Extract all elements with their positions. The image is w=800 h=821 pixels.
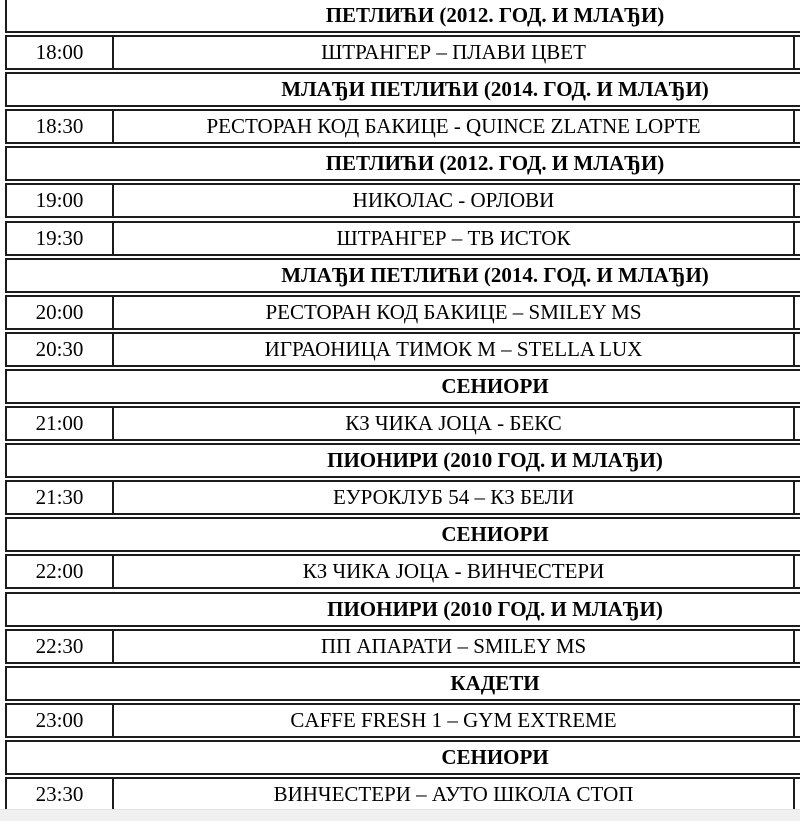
match-row xyxy=(5,332,800,367)
time-cell: 18:30 xyxy=(7,111,114,142)
time-cell: 18:00 xyxy=(7,37,114,68)
extra-cell xyxy=(795,185,800,216)
category-header-row xyxy=(5,0,800,33)
category-header-row xyxy=(5,369,800,404)
extra-cell xyxy=(795,705,800,736)
match-row xyxy=(5,221,800,256)
time-cell: 19:00 xyxy=(7,185,114,216)
match-cell: КЗ ЧИКА ЈОЦА - ВИНЧЕСТЕРИ xyxy=(114,556,795,587)
time-cell: 23:00 xyxy=(7,705,114,736)
match-cell: НИКОЛАС - ОРЛОВИ xyxy=(114,185,795,216)
category-header-row xyxy=(5,443,800,478)
match-cell: ВИНЧЕСТЕРИ – АУТО ШКОЛА СТОП xyxy=(114,779,795,810)
time-cell: 20:30 xyxy=(7,334,114,365)
match-row xyxy=(5,109,800,144)
category-label: МЛАЂИ ПЕТЛИЋИ (2014. ГОД. И МЛАЂИ) xyxy=(281,77,709,102)
match-cell: ПП АПАРАТИ – SMILEY MS xyxy=(114,631,795,662)
time-cell: 20:00 xyxy=(7,297,114,328)
extra-cell xyxy=(795,779,800,810)
category-header-row xyxy=(5,517,800,552)
match-cell: РЕСТОРАН КОД БАКИЦЕ - QUINCE ZLATNE LOPTE xyxy=(114,111,795,142)
category-header-row xyxy=(5,740,800,775)
category-header-row xyxy=(5,258,800,293)
extra-cell xyxy=(795,408,800,439)
match-cell: CAFFE FRESH 1 – GYM EXTREME xyxy=(114,705,795,736)
category-header-row xyxy=(5,666,800,701)
category-label: ПИОНИРИ (2010 ГОД. И МЛАЂИ) xyxy=(327,448,663,473)
category-label: СЕНИОРИ xyxy=(441,522,549,547)
match-row xyxy=(5,554,800,589)
time-cell: 22:00 xyxy=(7,556,114,587)
category-label: ПЕТЛИЋИ (2012. ГОД. И МЛАЂИ) xyxy=(325,151,665,176)
horizontal-scrollbar-track[interactable] xyxy=(0,809,800,821)
match-cell: РЕСТОРАН КОД БАКИЦЕ – SMILEY MS xyxy=(114,297,795,328)
extra-cell xyxy=(795,482,800,513)
extra-cell xyxy=(795,37,800,68)
match-cell: ЕУРОКЛУБ 54 – КЗ БЕЛИ xyxy=(114,482,795,513)
category-label: СЕНИОРИ xyxy=(441,373,549,398)
match-row xyxy=(5,777,800,812)
category-header-row xyxy=(5,146,800,181)
match-row xyxy=(5,703,800,738)
match-row xyxy=(5,183,800,218)
category-label: ПЕТЛИЋИ (2012. ГОД. И МЛАЂИ) xyxy=(325,3,665,27)
match-cell: ШТРАНГЕР – ТВ ИСТОК xyxy=(114,223,795,254)
category-header-row xyxy=(5,592,800,627)
time-cell: 22:30 xyxy=(7,631,114,662)
time-cell: 23:30 xyxy=(7,779,114,810)
time-cell: 21:00 xyxy=(7,408,114,439)
match-cell: ШТРАНГЕР – ПЛАВИ ЦВЕТ xyxy=(114,37,795,68)
schedule-table xyxy=(5,0,800,814)
match-cell: ИГРАОНИЦА ТИМОК М – STELLA LUX xyxy=(114,334,795,365)
time-cell: 21:30 xyxy=(7,482,114,513)
extra-cell xyxy=(795,631,800,662)
category-label: КАДЕТИ xyxy=(450,670,540,695)
time-cell: 19:30 xyxy=(7,223,114,254)
match-cell: КЗ ЧИКА ЈОЦА - БЕКС xyxy=(114,408,795,439)
match-row xyxy=(5,629,800,664)
match-row xyxy=(5,35,800,70)
extra-cell xyxy=(795,556,800,587)
match-row xyxy=(5,480,800,515)
category-label: ПИОНИРИ (2010 ГОД. И МЛАЂИ) xyxy=(327,596,663,621)
extra-cell xyxy=(795,223,800,254)
match-row xyxy=(5,406,800,441)
extra-cell xyxy=(795,334,800,365)
match-row xyxy=(5,295,800,330)
category-label: МЛАЂИ ПЕТЛИЋИ (2014. ГОД. И МЛАЂИ) xyxy=(281,262,709,287)
extra-cell xyxy=(795,111,800,142)
category-header-row xyxy=(5,72,800,107)
extra-cell xyxy=(795,297,800,328)
category-label: СЕНИОРИ xyxy=(441,744,549,769)
